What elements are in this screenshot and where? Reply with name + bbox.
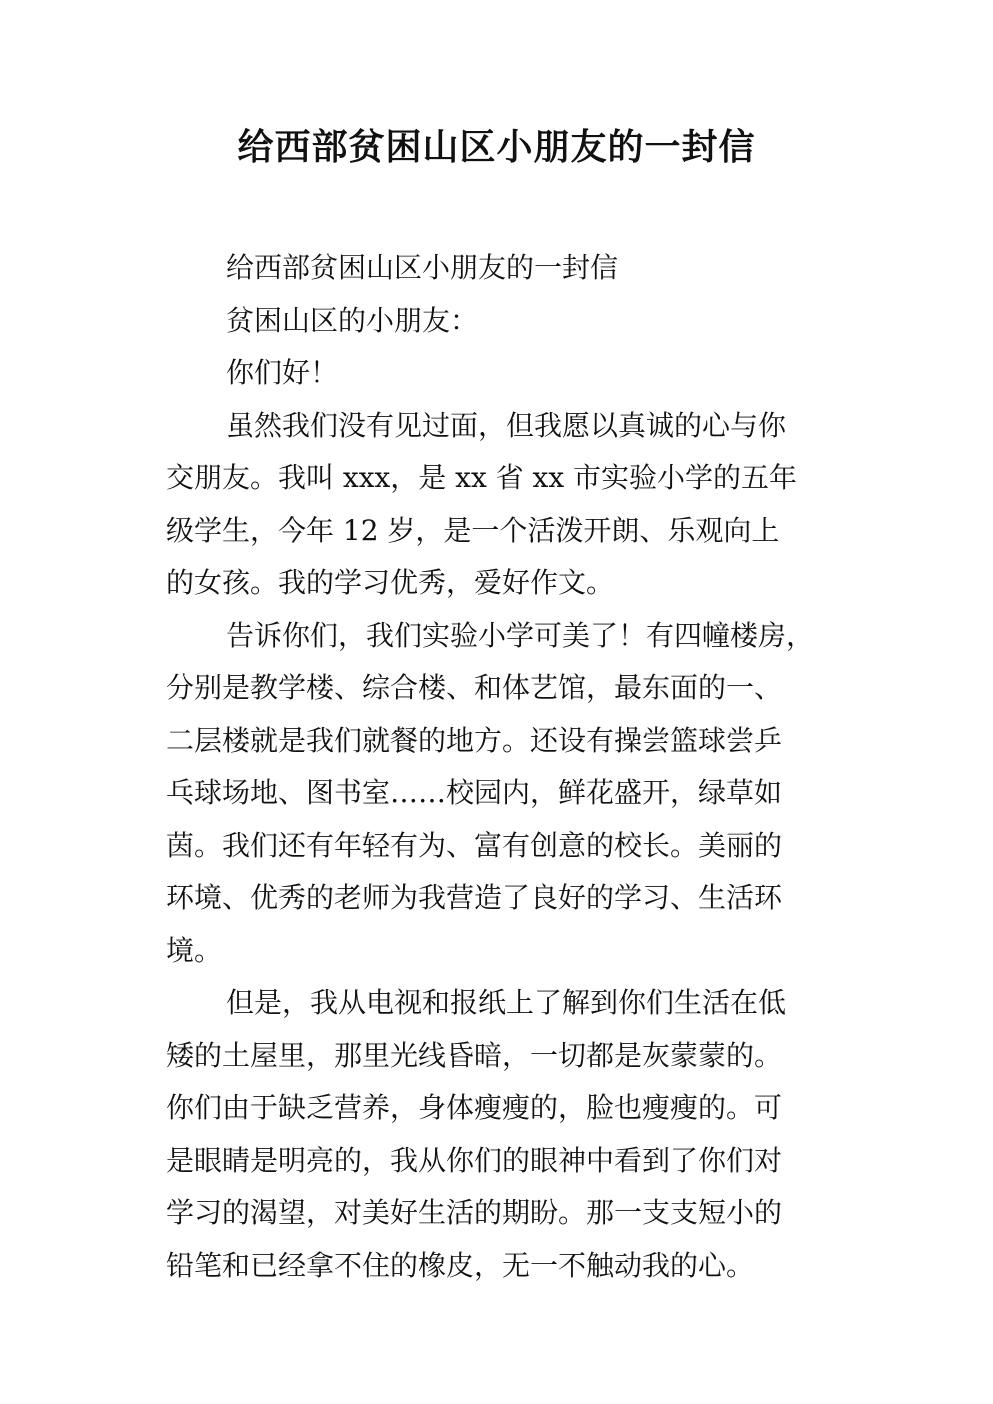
text-line: 级学生，今年 12 岁，是一个活泼开朗、乐观向上 [166, 513, 780, 547]
text-line: 的女孩。我的学习优秀，爱好作文。 [166, 566, 615, 599]
letter-body [166, 242, 830, 1292]
text-line: 给西部贫困山区小朋友的一封信 [226, 251, 619, 284]
text-line: 环境、优秀的老师为我营造了良好的学习、生活环 [166, 881, 783, 914]
text-line: 是眼睛是明亮的，我从你们的眼神中看到了你们对 [166, 1143, 783, 1177]
text-line: 乓球场地、图书室……校园内，鲜花盛开，绿草如 [166, 776, 783, 809]
text-line: 告诉你们，我们实验小学可美了！有四幢楼房， [226, 618, 815, 652]
text-line: 你们好！ [226, 356, 339, 389]
text-line: 交朋友。我叫 xxx，是 xx 省 xx 市实验小学的五年 [166, 461, 798, 494]
text-line: 虽然我们没有见过面，但我愿以真诚的心与你 [226, 408, 787, 442]
text-line: 但是，我从电视和报纸上了解到你们生活在低 [226, 986, 787, 1019]
document-title: 给西部贫困山区小朋友的一封信 [237, 127, 756, 168]
text-line: 境。 [166, 933, 223, 967]
text-line: 二层楼就是我们就餐的地方。还设有操尝篮球尝乒 [166, 723, 783, 757]
text-line: 学习的渴望，对美好生活的期盼。那一支支短小的 [166, 1196, 783, 1229]
text-line: 分别是教学楼、综合楼、和体艺馆，最东面的一、 [166, 671, 783, 704]
text-line: 贫困山区的小朋友： [226, 303, 479, 337]
text-line: 铅笔和已经拿不住的橡皮，无一不触动我的心。 [166, 1248, 755, 1282]
text-line: 茵。我们还有年轻有为、富有创意的校长。美丽的 [166, 828, 783, 862]
text-line: 你们由于缺乏营养，身体瘦瘦的，脸也瘦瘦的。可 [166, 1091, 783, 1124]
text-line: 矮的土屋里，那里光线昏暗，一切都是灰蒙蒙的。 [166, 1038, 783, 1072]
